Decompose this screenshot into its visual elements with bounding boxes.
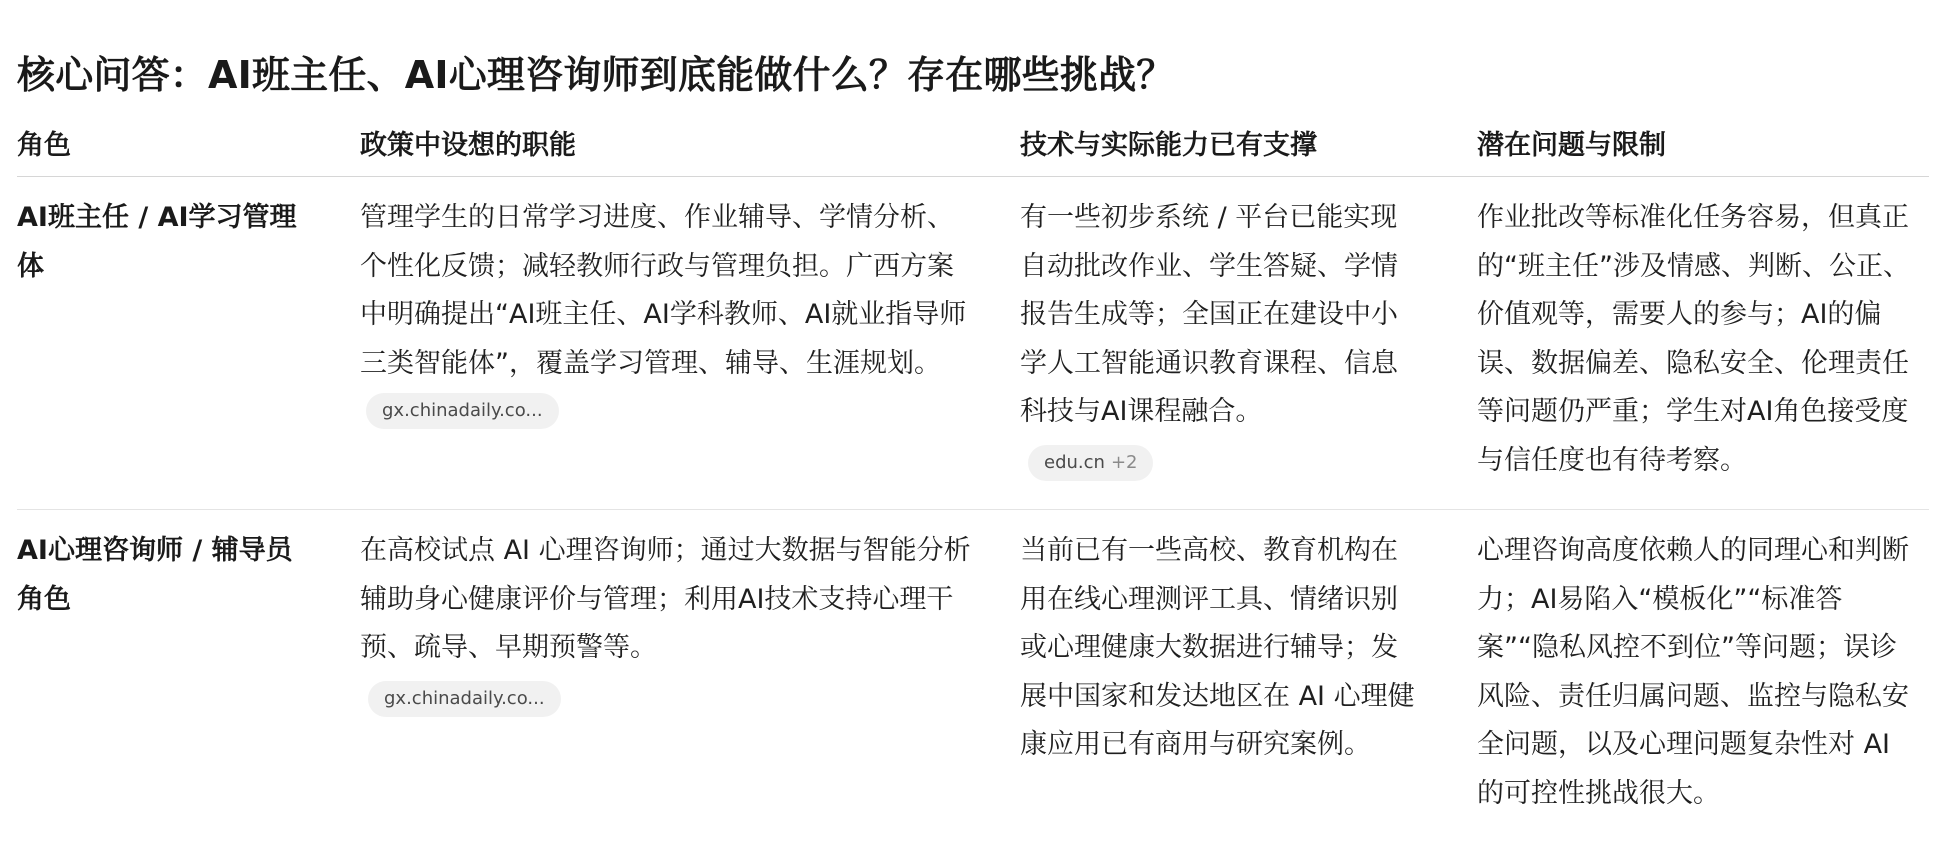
source-chip-label: edu.cn [1044,452,1105,473]
policy-text: 在高校试点 AI 心理咨询师；通过大数据与智能分析辅助身心健康评价与管理；利用AI技术支持心理干预、疏导、早期预警等。 [360,535,971,663]
source-chip-count: +2 [1110,452,1138,473]
header-role: 角色 [17,130,71,161]
header-policy: 政策中设想的职能 [360,130,576,161]
table-row [17,177,1929,510]
source-chip[interactable] [1028,445,1153,481]
source-chip[interactable]: gx.chinadaily.co... [366,393,559,429]
tech-text: 有一些初步系统 / 平台已能实现自动批改作业、学生答疑、学情报告生成等；全国正在建设中小学人工智能通识教育课程、信息科技与AI课程融合。 [1020,202,1398,427]
limit-cell: 心理咨询高度依赖人的同理心和判断力；AI易陷入“模板化”“标准答案”“隐私风控不到位”等问题；误诊风险、责任归属问题、监控与隐私安全问题，以及心理问题复杂性对 AI 的可控性挑战很大。 [1477,535,1909,809]
header-limit: 潜在问题与限制 [1477,130,1666,161]
header-tech: 技术与实际能力已有支撑 [1020,130,1317,161]
tech-cell [1020,177,1420,489]
tech-cell: 当前已有一些高校、教育机构在用在线心理测评工具、情绪识别或心理健康大数据进行辅导；发展中国家和发达地区在 AI 心理健康应用已有商用与研究案例。 [1020,535,1415,760]
policy-cell [360,510,980,725]
page-title: 核心问答：AI班主任、AI心理咨询师到底能做什么？存在哪些挑战？ [17,53,1175,97]
table-header-row [17,118,1929,177]
source-chip[interactable]: gx.chinadaily.co... [368,681,561,717]
table-row [17,510,1929,850]
limit-cell: 作业批改等标准化任务容易，但真正的“班主任”涉及情感、判断、公正、价值观等，需要人的参与；AI的偏误、数据偏差、隐私安全、伦理责任等问题仍严重；学生对AI角色接受度与信任度也有待考察。 [1477,202,1910,476]
qa-table [17,118,1929,850]
policy-text: 管理学生的日常学习进度、作业辅导、学情分析、个性化反馈；减轻教师行政与管理负担。广西方案中明确提出“AI班主任、AI学科教师、AI就业指导师三类智能体”，覆盖学习管理、辅导、生涯规划。 [360,202,967,379]
role-cell: AI班主任 / AI学习管理体 [17,202,297,282]
policy-cell [360,177,980,437]
role-cell: AI心理咨询师 / 辅导员角色 [17,535,293,615]
